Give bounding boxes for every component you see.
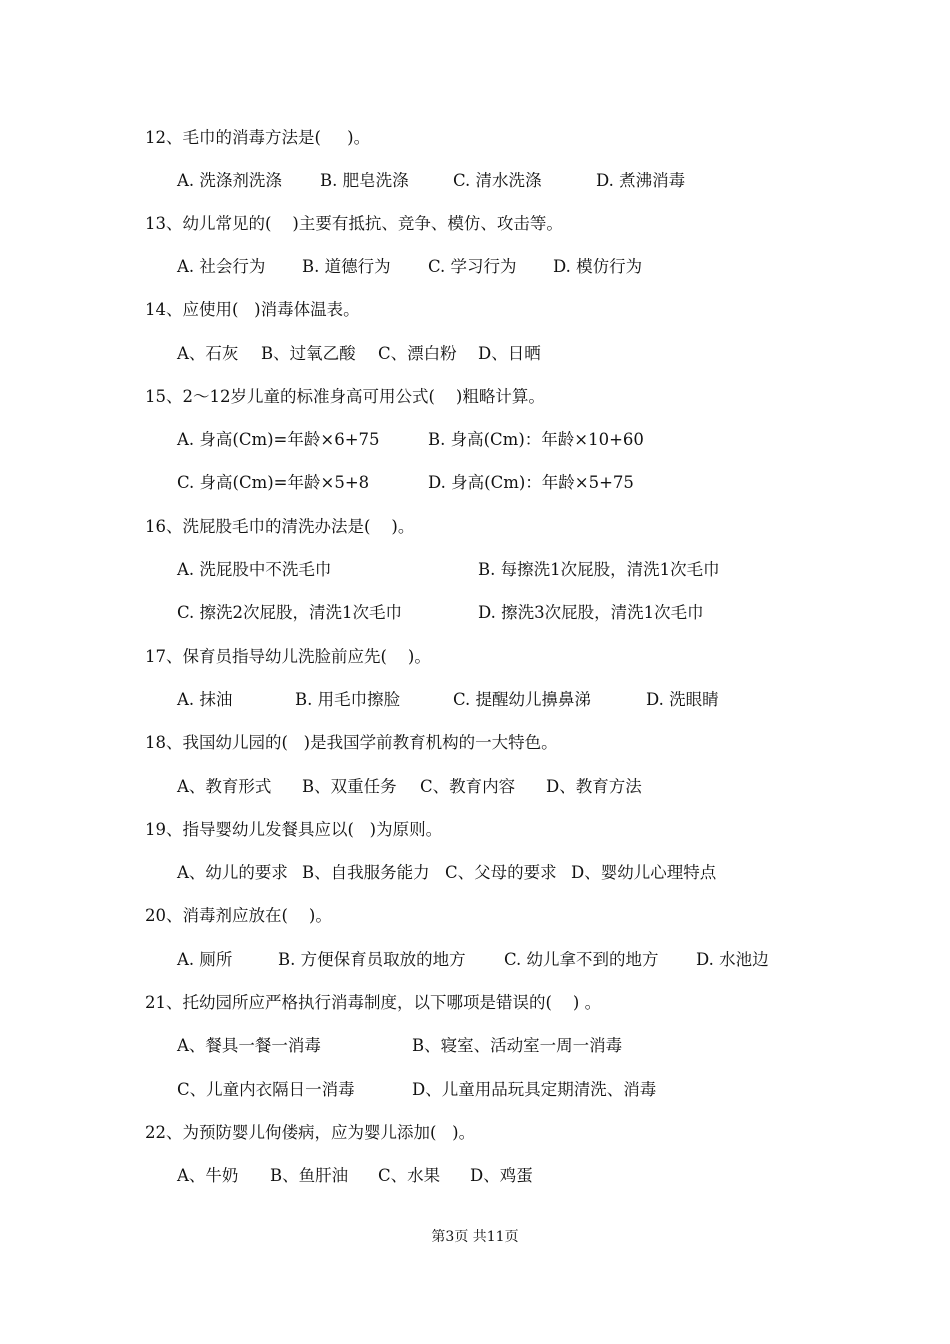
question-21-stem: 21、托幼园所应严格执行消毒制度，以下哪项是错误的( ) 。	[145, 993, 602, 1012]
question-19-stem: 19、指导婴幼儿发餐具应以( )为原则。	[145, 820, 443, 839]
question-16-stem: 16、洗屁股毛巾的清洗办法是( )。	[145, 517, 415, 536]
question-19-option-a: A、幼儿的要求	[177, 863, 288, 882]
question-17-option-b: B. 用毛巾擦脸	[295, 690, 401, 709]
question-15-stem: 15、2～12岁儿童的标准身高可用公式( )粗略计算。	[145, 387, 545, 406]
question-17-option-a: A. 抹油	[177, 690, 233, 709]
question-12-option-a: A. 洗涤剂洗涤	[177, 171, 282, 190]
question-18-option-b: B、双重任务	[302, 777, 397, 796]
question-15-option-a: A. 身高(Cm)=年龄×6+75	[177, 430, 380, 449]
question-16-option-c: C. 擦洗2次屁股，清洗1次毛巾	[177, 603, 403, 622]
question-12-option-c: C. 清水洗涤	[453, 171, 542, 190]
page-number-footer: 第3页 共11页	[431, 1229, 519, 1245]
question-15-option-b: B. 身高(Cm)：年龄×10+60	[428, 430, 644, 449]
question-12-option-b: B. 肥皂洗涤	[320, 171, 409, 190]
question-17-stem: 17、保育员指导幼儿洗脸前应先( )。	[145, 647, 431, 666]
question-15-option-c: C. 身高(Cm)=年龄×5+8	[177, 473, 370, 492]
question-14-option-d: D、日晒	[478, 344, 541, 363]
question-17-option-d: D. 洗眼睛	[646, 690, 719, 709]
question-14-option-b: B、过氧乙酸	[261, 344, 356, 363]
question-14-option-c: C、漂白粉	[378, 344, 457, 363]
question-20-option-b: B. 方便保育员取放的地方	[278, 950, 466, 969]
question-22-option-c: C、水果	[378, 1166, 441, 1185]
question-13-stem: 13、幼儿常见的( )主要有抵抗、竞争、模仿、攻击等。	[145, 214, 563, 233]
question-13-option-d: D. 模仿行为	[553, 257, 643, 276]
question-20-stem: 20、消毒剂应放在( )。	[145, 906, 332, 925]
question-20-option-c: C. 幼儿拿不到的地方	[504, 950, 659, 969]
question-22-option-a: A、牛奶	[177, 1166, 239, 1185]
question-18-option-c: C、教育内容	[420, 777, 516, 796]
question-12-stem: 12、毛巾的消毒方法是( )。	[145, 128, 371, 147]
question-16-option-d: D. 擦洗3次屁股，清洗1次毛巾	[478, 603, 704, 622]
question-19-option-c: C、父母的要求	[445, 863, 557, 882]
question-13-option-b: B. 道德行为	[302, 257, 391, 276]
question-14-stem: 14、应使用( )消毒体温表。	[145, 300, 360, 319]
question-18-option-d: D、教育方法	[546, 777, 642, 796]
question-17-option-c: C. 提醒幼儿擤鼻涕	[453, 690, 592, 709]
question-22-option-b: B、鱼肝油	[270, 1166, 349, 1185]
question-13-option-c: C. 学习行为	[428, 257, 517, 276]
question-19-option-b: B、自我服务能力	[302, 863, 430, 882]
question-18-stem: 18、我国幼儿园的( )是我国学前教育机构的一大特色。	[145, 733, 558, 752]
question-22-option-d: D、鸡蛋	[470, 1166, 533, 1185]
question-21-option-a: A、餐具一餐一消毒	[177, 1036, 321, 1055]
question-18-option-a: A、教育形式	[177, 777, 272, 796]
question-21-option-b: B、寝室、活动室一周一消毒	[412, 1036, 623, 1055]
question-22-stem: 22、为预防婴儿佝偻病，应为婴儿添加( )。	[145, 1123, 476, 1142]
question-21-option-d: D、儿童用品玩具定期清洗、消毒	[412, 1080, 657, 1099]
question-20-option-a: A. 厕所	[177, 950, 233, 969]
question-21-option-c: C、儿童内衣隔日一消毒	[177, 1080, 355, 1099]
question-15-option-d: D. 身高(Cm)：年龄×5+75	[428, 473, 634, 492]
question-16-option-a: A. 洗屁股中不洗毛巾	[177, 560, 332, 579]
question-13-option-a: A. 社会行为	[177, 257, 266, 276]
question-16-option-b: B. 每擦洗1次屁股，清洗1次毛巾	[478, 560, 720, 579]
question-19-option-d: D、婴幼儿心理特点	[571, 863, 717, 882]
question-14-option-a: A、石灰	[177, 344, 239, 363]
question-20-option-d: D. 水池边	[696, 950, 769, 969]
question-12-option-d: D. 煮沸消毒	[596, 171, 686, 190]
